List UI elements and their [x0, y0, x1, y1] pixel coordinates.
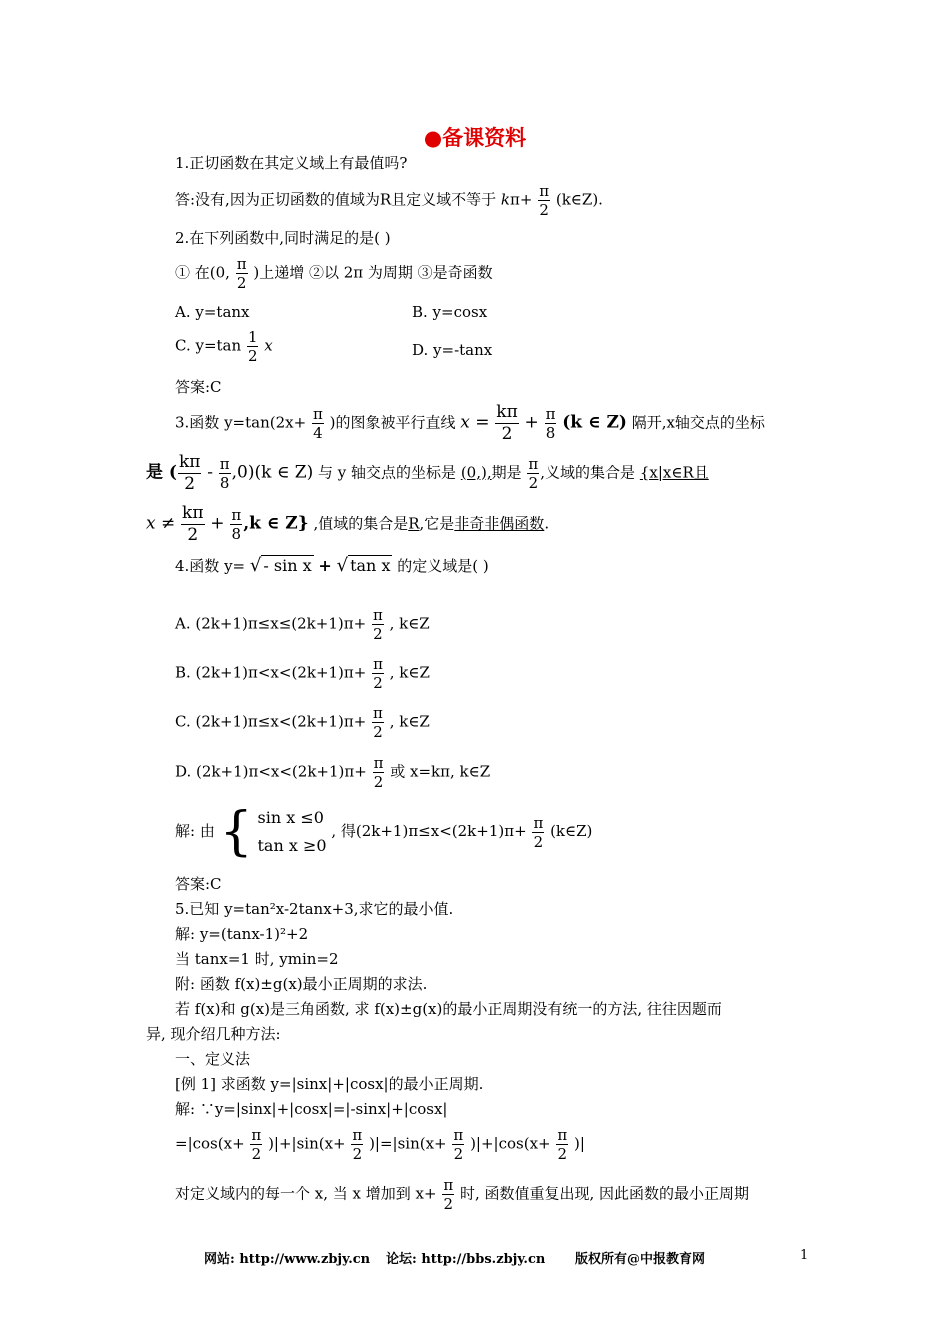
q3-l2-mid: 与 y 轴交点的坐标是 — [318, 463, 457, 482]
q3-l3-range: ,值域的集合是 — [313, 514, 409, 533]
answer-1 — [175, 182, 603, 219]
appendix-paragraph-1: 若 f(x)和 g(x)是三角函数, 求 f(x)±g(x)的最小正周期没有统一的方法, 往往因题而 — [175, 1000, 722, 1018]
answer-1-pi: π+ — [510, 190, 533, 209]
fraction-pi-2: $\frac{\pi}{2}$ — [539, 182, 550, 219]
option-4d-post: 或 x=kπ, k∈Z — [390, 762, 491, 781]
example-1-derivation — [175, 1126, 585, 1163]
fraction-pi-2: $\frac{\pi}{2}$ — [528, 455, 539, 492]
q3-l3-u1: R — [408, 514, 420, 533]
q4-pre: 4.函数 y= — [175, 557, 246, 575]
q3-l2-u1: (0,), — [460, 463, 492, 482]
option-4a-pre: A. (2k+1)π≤x≤(2k+1)π+ — [175, 614, 367, 633]
answer-1-text: 答:没有,因为正切函数的值域为R且定义域不等于 — [175, 190, 497, 209]
conclusion-post: 时, 函数值重复出现, 因此函数的最小正周期 — [459, 1184, 750, 1203]
q4-post: 的定义域是( ) — [397, 557, 489, 575]
deriv-e: )| — [574, 1134, 585, 1153]
q3-l3-u2: 非奇非偶函数 — [454, 514, 545, 533]
option-2c — [175, 328, 273, 365]
q3-l2-period: 期是 — [491, 463, 522, 482]
option-4c — [175, 704, 430, 741]
fraction-pi-2: $\frac{\pi}{2}$ — [372, 606, 383, 643]
page-number: 1 — [800, 1248, 809, 1263]
deriv-c: )|=|sin(x+ — [369, 1134, 447, 1153]
option-4c-post: , k∈Z — [389, 712, 430, 731]
option-2c-post: x — [264, 336, 273, 355]
deriv-d: )|+|cos(x+ — [470, 1134, 551, 1153]
fraction-kpi-2: $\frac{k\pi}{2}$ — [178, 452, 201, 494]
solution-4-pre: 解: 由 — [175, 822, 215, 840]
fraction-kpi-2: $\frac{k\pi}{2}$ — [182, 503, 204, 545]
question-2: 2.在下列函数中,同时满足的是( ) — [175, 229, 391, 247]
q4-plus: + — [318, 556, 332, 575]
fraction-pi-8: $\frac{\pi}{8}$ — [545, 405, 556, 442]
q3-l2-k: ,0)(k ∈ Z) — [231, 462, 314, 483]
fraction-pi-4: $\frac{\pi}{4}$ — [312, 405, 323, 442]
question-3-line-1 — [175, 402, 765, 445]
q3-l3-end: . — [544, 514, 550, 533]
cond-pre: ① 在(0, — [175, 263, 230, 282]
solution-5-line-2: 当 tanx=1 时, ymin=2 — [175, 950, 339, 968]
fraction-pi-2: $\frac{\pi}{2}$ — [373, 754, 384, 791]
fraction-pi-2: $\frac{\pi}{2}$ — [373, 704, 383, 741]
question-2-conditions — [175, 255, 493, 292]
fraction-pi-2: $\frac{\pi}{2}$ — [443, 1176, 454, 1213]
q3-l2-pre: 是 ( — [146, 462, 177, 483]
option-4a — [175, 606, 430, 643]
q3-l2-minus: - — [207, 462, 213, 483]
solution-5-line-1: 解: y=(tanx-1)²+2 — [175, 925, 309, 943]
option-4d — [175, 754, 490, 791]
q3-l1-pre: 3.函数 y=tan(2x+ — [175, 413, 307, 432]
option-4b — [175, 655, 430, 692]
fraction-kpi-2: $\frac{k\pi}{2}$ — [496, 402, 518, 444]
fraction-pi-2: $\frac{\pi}{2}$ — [236, 255, 247, 292]
question-4: 4.函数 y= √ - sin x + √ tan x 的定义域是( ) — [175, 555, 489, 576]
method-heading: 一、定义法 — [175, 1050, 251, 1068]
option-4c-pre: C. (2k+1)π≤x<(2k+1)π+ — [175, 712, 367, 731]
deriv-a: =|cos(x+ — [175, 1134, 245, 1153]
question-5: 5.已知 y=tan²x-2tanx+3,求它的最小值. — [175, 900, 454, 918]
fraction-pi-8: $\frac{\pi}{8}$ — [219, 455, 230, 492]
solution-4-post: (k∈Z) — [550, 822, 593, 840]
fraction-pi-2: $\frac{\pi}{2}$ — [453, 1126, 464, 1163]
footer-site: 网站: http://www.zbjy.cn — [204, 1252, 371, 1267]
option-4b-pre: B. (2k+1)π<x<(2k+1)π+ — [175, 663, 367, 682]
q3-l1-k: (k ∈ Z) — [562, 412, 627, 433]
q3-l1-plus: + — [524, 412, 539, 433]
question-1: 1.正切函数在其定义域上有最值吗? — [175, 154, 408, 172]
q3-l2-u2: {x|x∈R且 — [639, 463, 709, 482]
example-1-conclusion — [175, 1176, 749, 1213]
question-3-line-2 — [146, 452, 709, 495]
conclusion-pre: 对定义域内的每一个 x, 当 x 增加到 x+ — [175, 1184, 437, 1203]
question-3-line-3 — [146, 503, 549, 546]
footer-forum: 论坛: http://bbs.zbjy.cn — [386, 1252, 546, 1267]
answer-2: 答案:C — [175, 378, 222, 396]
brace-icon: { — [219, 802, 253, 862]
fraction-pi-2: $\frac{\pi}{2}$ — [533, 813, 544, 851]
deriv-b: )|+|sin(x+ — [268, 1134, 346, 1153]
inequality-system: sin x ≤0 tan x ≥0 — [257, 808, 327, 855]
appendix-heading: 附: 函数 f(x)±g(x)最小正周期的求法. — [175, 975, 428, 993]
q4-sqrt-2: tan x — [350, 556, 391, 575]
option-2a: A. y=tanx — [175, 303, 250, 321]
q3-l1-mid: )的图象被平行直线 — [329, 413, 456, 432]
page-title: ●备课资料 — [423, 126, 527, 150]
option-4d-pre: D. (2k+1)π<x<(2k+1)π+ — [175, 762, 367, 781]
fraction-half: $\frac{1}{2}$ — [247, 328, 258, 365]
q3-l3-pre: x ≠ — [146, 513, 176, 534]
q3-l3-k: ,k ∈ Z} — [243, 513, 309, 534]
cond-post: )上递增 ②以 2π 为周期 ③是奇函数 — [253, 263, 493, 282]
answer-1-k: k — [500, 190, 510, 209]
option-2c-pre: C. y=tan — [175, 336, 242, 355]
answer-1-tail: (k∈Z). — [555, 190, 603, 209]
q3-l1-post: 隔开,x轴交点的坐标 — [631, 413, 765, 432]
appendix-paragraph-2: 异, 现介绍几种方法: — [146, 1025, 281, 1043]
example-1: [例 1] 求函数 y=|sinx|+|cosx|的最小正周期. — [175, 1075, 484, 1093]
solution-4 — [175, 804, 592, 860]
q3-l1-x: x = — [460, 412, 490, 433]
option-2d: D. y=-tanx — [412, 341, 493, 359]
fraction-pi-2: $\frac{\pi}{2}$ — [352, 1126, 363, 1163]
q4-sqrt-1: - sin x — [263, 556, 312, 575]
fraction-pi-8: $\frac{\pi}{8}$ — [231, 506, 242, 543]
fraction-pi-2: $\frac{\pi}{2}$ — [251, 1126, 262, 1163]
fraction-pi-2: $\frac{\pi}{2}$ — [557, 1126, 568, 1163]
option-2b: B. y=cosx — [412, 303, 488, 321]
q3-l3-is: ,它是 — [419, 514, 455, 533]
footer-copyright: 版权所有@中报教育网 — [575, 1252, 706, 1267]
answer-4: 答案:C — [175, 875, 222, 893]
q3-l2-domain: ,义域的集合是 — [540, 463, 636, 482]
fraction-pi-2: $\frac{\pi}{2}$ — [373, 655, 383, 692]
q3-l3-plus: + — [210, 513, 225, 534]
example-1-solution: 解: ∵y=|sinx|+|cosx|=|-sinx|+|cosx| — [175, 1100, 448, 1118]
option-4b-post: , k∈Z — [389, 663, 430, 682]
option-4a-post: , k∈Z — [389, 614, 430, 633]
solution-4-mid: , 得(2k+1)π≤x<(2k+1)π+ — [331, 822, 527, 840]
